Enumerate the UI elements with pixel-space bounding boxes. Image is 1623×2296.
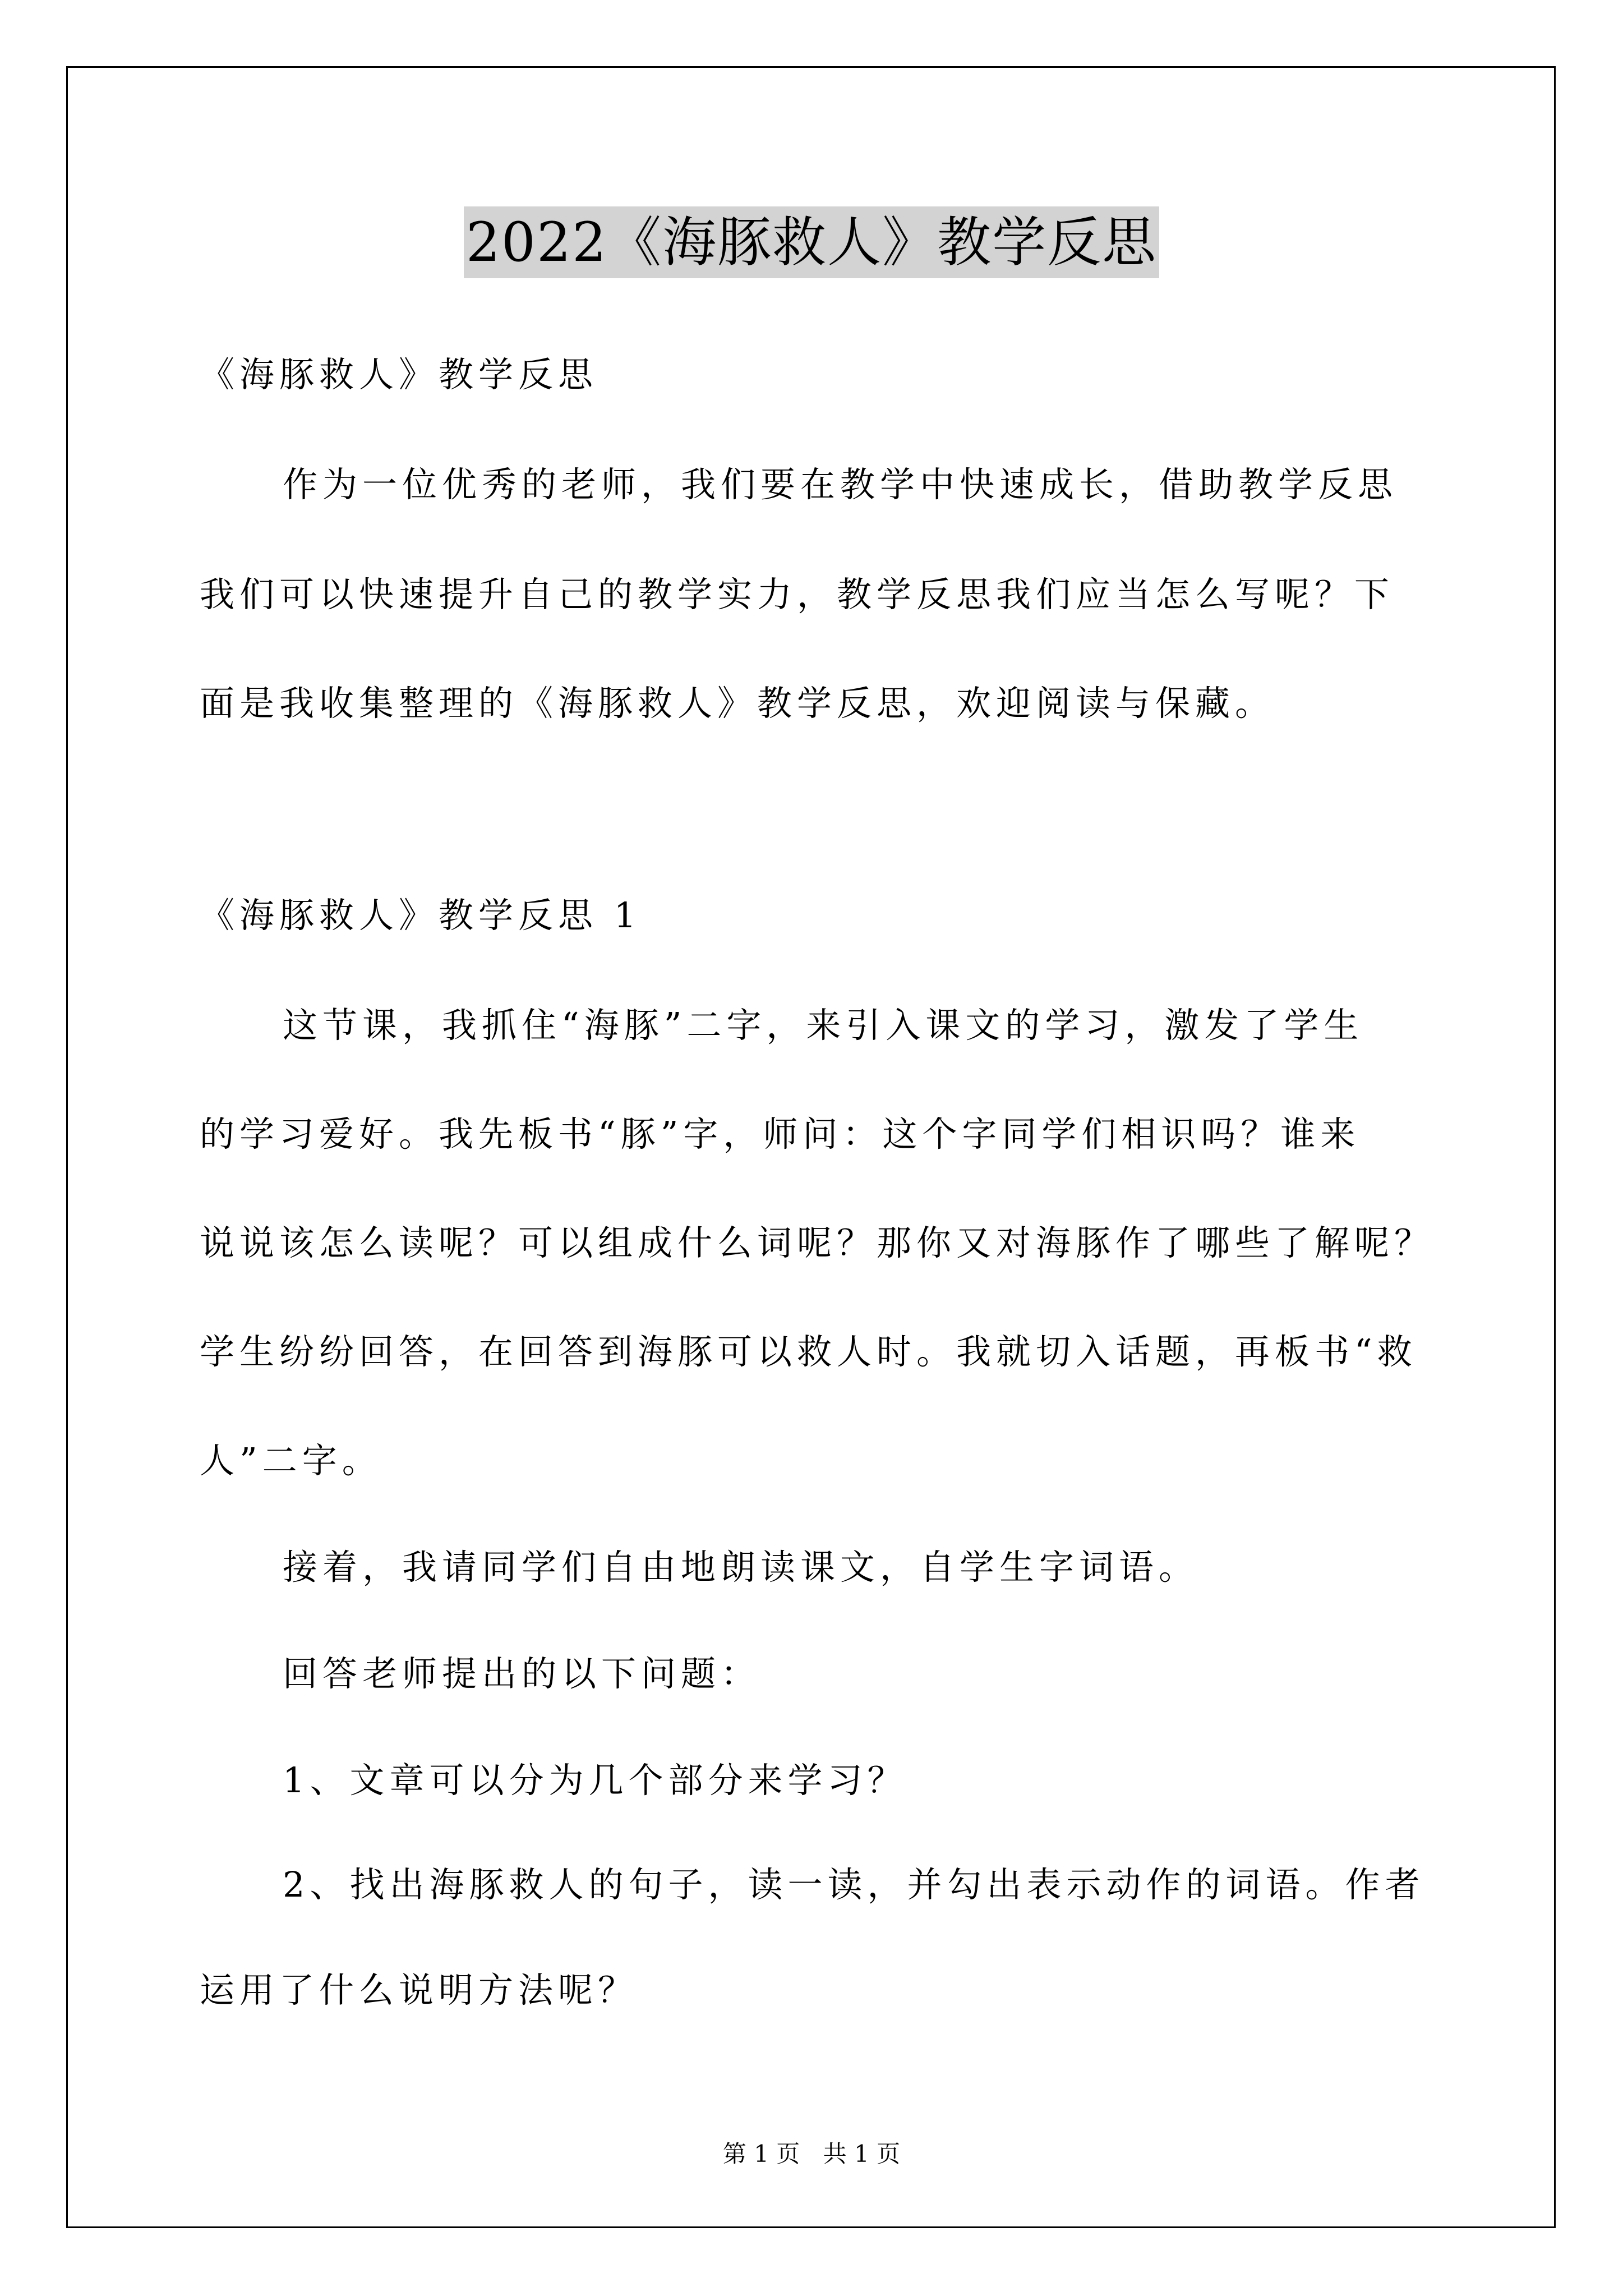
list-item: 2、找出海豚救人的句子，读一读，并勾出表示动作的词语。作者 (283, 1864, 1425, 1905)
paragraph-line: 说说该怎么读呢？可以组成什么词呢？那你又对海豚作了哪些了解呢？ (200, 1222, 1435, 1263)
section-heading: 《海豚救人》教学反思 1 (200, 895, 642, 936)
page-footer (0, 2137, 1623, 2171)
intro-line: 作为一位优秀的老师，我们要在教学中快速成长，借助教学反思 (283, 464, 1398, 505)
paragraph-line: 人”二字。 (200, 1440, 382, 1481)
paragraph-line: 回答老师提出的以下问题： (283, 1653, 761, 1694)
subtitle: 《海豚救人》教学反思 (200, 354, 598, 395)
paragraph-line: 这节课，我抓住“海豚”二字，来引入课文的学习，激发了学生 (283, 1005, 1364, 1046)
list-item: 1、文章可以分为几个部分来学习？ (283, 1760, 907, 1801)
title-container (0, 206, 1623, 278)
page-total: 共 1 页 (823, 2140, 901, 2168)
paragraph-line: 学生纷纷回答，在回答到海豚可以救人时。我就切入话题，再板书“救 (200, 1331, 1417, 1372)
paragraph-line: 接着，我请同学们自由地朗读课文，自学生字词语。 (283, 1547, 1199, 1588)
intro-line: 我们可以快速提升自己的教学实力，教学反思我们应当怎么写呢？下 (200, 574, 1395, 615)
paragraph-line: 的学习爱好。我先板书“豚”字，师问：这个字同学们相识吗？谁来 (200, 1114, 1361, 1154)
paragraph-line: 运用了什么说明方法呢？ (200, 1970, 638, 2010)
page-number: 第 1 页 (722, 2140, 800, 2168)
intro-line: 面是我收集整理的《海豚救人》教学反思，欢迎阅读与保藏。 (200, 683, 1275, 724)
document-title: 2022《海豚救人》教学反思 (464, 206, 1159, 278)
